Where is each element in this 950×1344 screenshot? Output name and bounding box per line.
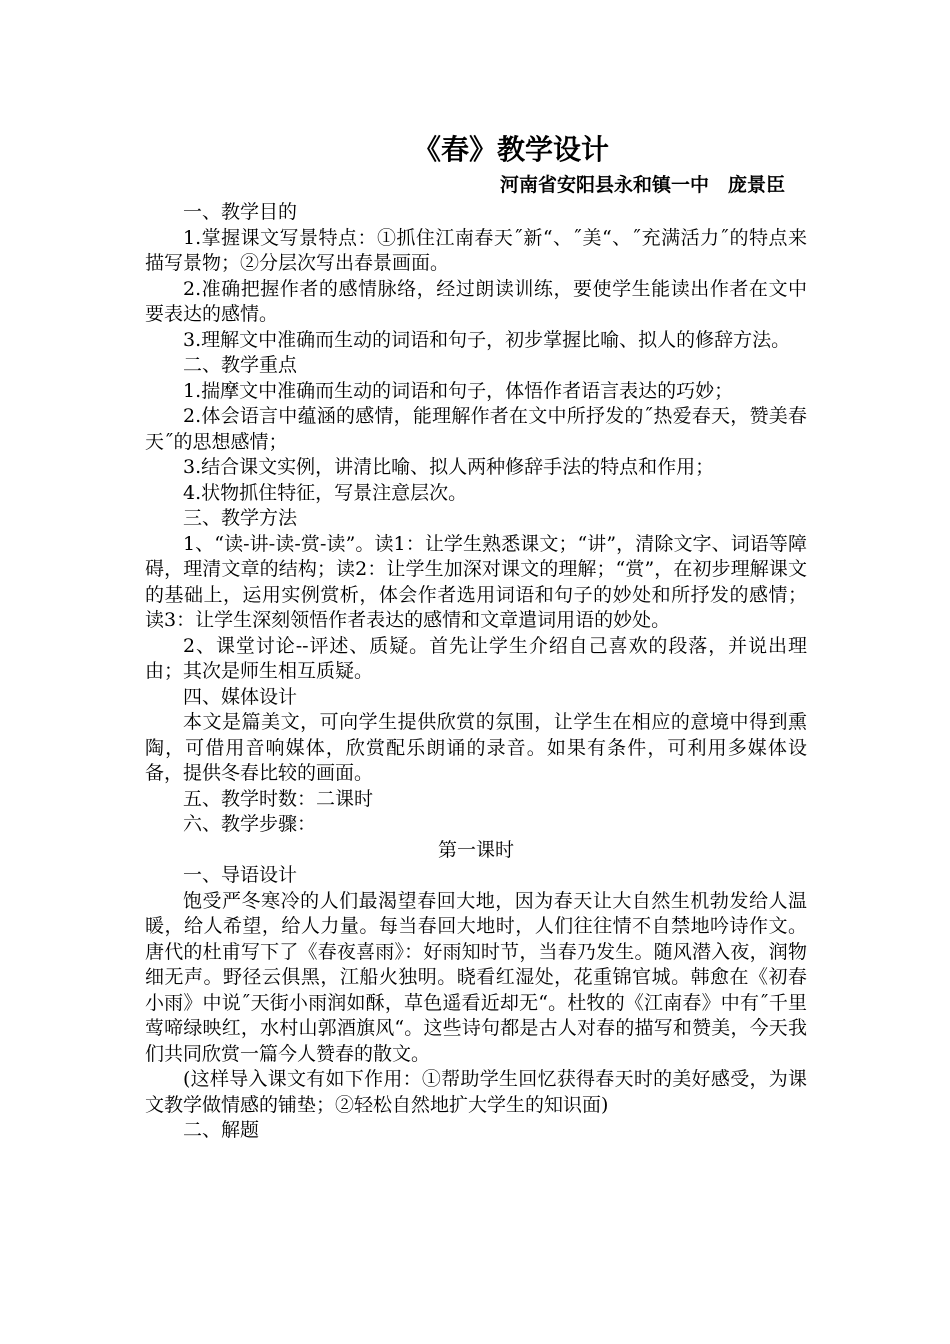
document-page (145, 130, 807, 1144)
author-line: 河南省安阳县永和镇一中 庞景臣 (499, 174, 785, 196)
paragraph: 4.状物抓住特征，写景注意层次。 (183, 481, 468, 504)
section-heading-intro: 一、导语设计 (183, 864, 298, 886)
lesson-heading: 第一课时 (437, 838, 514, 861)
paragraph: 1.掌握课文写景特点：①抓住江南春天˝新“、˝美“、˝充满活力˝的特点来描写景物；②分层次写出春景画面。 (145, 226, 807, 274)
paragraph: 饱受严冬寒冷的人们最渴望春回大地，因为春天让大自然生机勃发给人温暖，给人希望，给人力量。每当春回大地时，人们往往情不自禁地吟诗作文。唐代的杜甫写下了《春夜喜雨》：好雨知时节，当春乃发生。随风潜入夜，润物细无声。野径云俱黑，江船火独明。晓看红湿处，花重锦官城。韩愈在《初春小雨》中说˝天街小雨润如酥，草色遥看近却无“。杜牧的《江南春》中有˝千里莺啼绿映红，水村山郭酒旗风“。这些诗句都是古人对春的描写和赞美，今天我们共同欣赏一篇今人赞春的散文。 (145, 889, 807, 1065)
paragraph: (这样导入课文有如下作用：①帮助学生回忆获得春天时的美好感受，为课文教学做情感的铺垫；②轻松自然地扩大学生的知识面) (145, 1068, 807, 1116)
paragraph: 2.体会语言中蕴涵的感情，能理解作者在文中所抒发的˝热爱春天，赞美春天˝的思想感情； (145, 405, 807, 453)
section-heading-key-points: 二、教学重点 (183, 354, 298, 376)
paragraph: 1.揣摩文中准确而生动的词语和句子，体悟作者语言表达的巧妙； (183, 379, 734, 402)
paragraph: 3.结合课文实例，讲清比喻、拟人两种修辞手法的特点和作用； (183, 456, 715, 478)
section-heading-title-explanation: 二、解题 (183, 1119, 260, 1141)
document-title: 《春》教学设计 (412, 133, 609, 166)
section-heading-media: 四、媒体设计 (183, 685, 298, 708)
section-heading-hours: 五、教学时数：二课时 (183, 787, 374, 810)
paragraph: 3.理解文中准确而生动的词语和句子，初步掌握比喻、拟人的修辞方法。 (183, 328, 791, 351)
paragraph: 2.准确把握作者的感情脉络，经过朗读训练，要使学生能读出作者在文中要表达的感情。 (145, 277, 807, 325)
paragraph: 本文是篇美文，可向学生提供欣赏的氛围，让学生在相应的意境中得到熏陶，可借用音响媒体，欣赏配乐朗诵的录音。如果有条件，可利用多媒体设备，提供冬春比较的画面。 (145, 711, 807, 784)
section-heading-steps: 六、教学步骤： (183, 813, 317, 835)
section-heading-methods: 三、教学方法 (183, 507, 298, 529)
paragraph: 2、课堂讨论--评述、质疑。首先让学生介绍自己喜欢的段落，并说出理由；其次是师生相互质疑。 (145, 634, 807, 682)
paragraph: 1、“读-讲-读-赏-读”。读1：让学生熟悉课文；“讲”，清除文字、词语等障碍，理清文章的结构；读2：让学生加深对课文的理解；“赏”，在初步理解课文的基础上，运用实例赏析，体会作者选用词语和句子的妙处和所抒发的感情；读3：让学生深刻领悟作者表达的感情和文章遣词用语的妙处。 (145, 532, 807, 631)
section-heading-objectives: 一、教学目的 (183, 201, 298, 223)
